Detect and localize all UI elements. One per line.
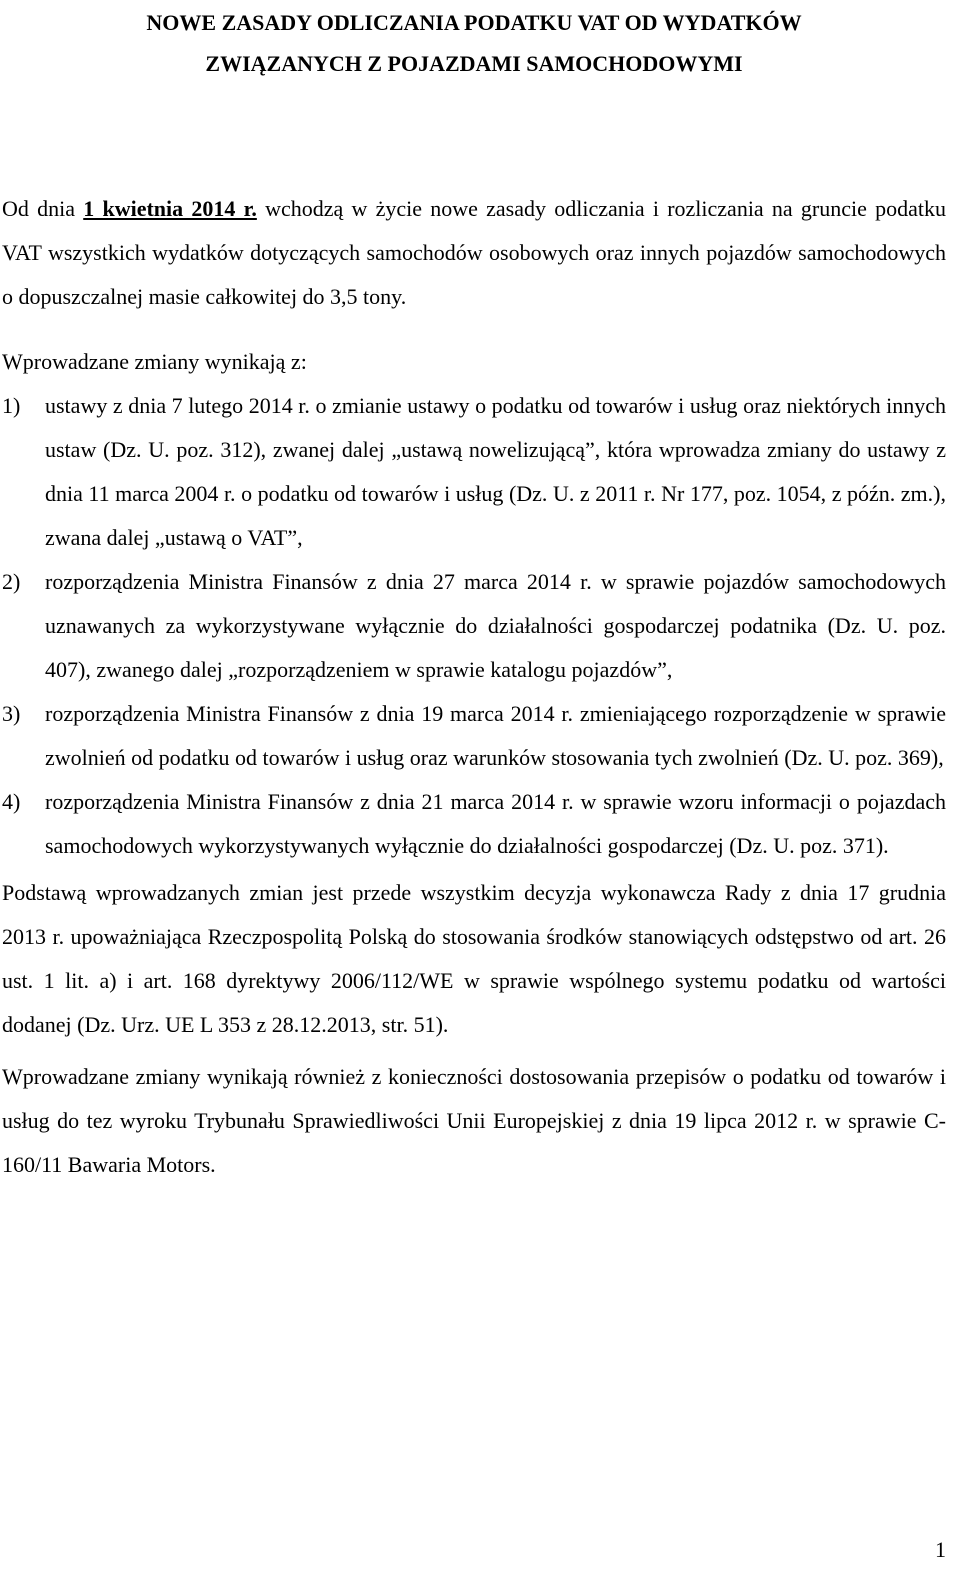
also-paragraph: Wprowadzane zmiany wynikają również z konieczności dostosowania przepisów o podatku od towarów i usług do tez wyroku Trybunału Sprawiedliwości Unii Europejskiej z dnia 19 lipca 2012 r. w sprawie C-160/11 Bawaria Motors.: [2, 1064, 946, 1177]
list-item-text: rozporządzenia Ministra Finansów z dnia 21 marca 2014 r. w sprawie wzoru informacji o pojazdach samochodowych wykorzystywanych wyłącznie do działalności gospodarczej (Dz. U. poz. 371).: [45, 789, 946, 858]
list-item-text: ustawy z dnia 7 lutego 2014 r. o zmianie ustawy o podatku od towarów i usług oraz niektórych innych ustaw (Dz. U. poz. 312), zwanej dalej „ustawą nowelizującą”, która wprowadza zmiany do ustawy z dnia 11 marca 2004 r. o podatku od towarów i usług (Dz. U. z 2011 r. Nr 177, poz. 1054, z późn. zm.), zwana dalej „ustawą o VAT”,: [45, 393, 946, 550]
title-line-1: NOWE ZASADY ODLICZANIA PODATKU VAT OD WYDATKÓW: [146, 10, 802, 35]
list-item: [2, 384, 946, 560]
page-number: 1: [935, 1537, 946, 1562]
list-item: [2, 692, 946, 780]
effective-date: 1 kwietnia 2014 r.: [83, 196, 257, 221]
list-item-text: rozporządzenia Ministra Finansów z dnia 19 marca 2014 r. zmieniającego rozporządzenie w sprawie zwolnień od podatku od towarów i usług oraz warunków stosowania tych zwolnień (Dz. U. poz. 369),: [45, 701, 946, 770]
intro-prefix: Od dnia: [2, 196, 84, 221]
basis-paragraph: Podstawą wprowadzanych zmian jest przede wszystkim decyzja wykonawcza Rady z dnia 17 grudnia 2013 r. upoważniająca Rzeczpospolitą Polską do stosowania środków stanowiących odstępstwo od art. 26 ust. 1 lit. a) i art. 168 dyrektywy 2006/112/WE w sprawie wspólnego systemu podatku od wartości dodanej (Dz. Urz. UE L 353 z 28.12.2013, str. 51).: [2, 880, 946, 1037]
list-item-number: 1): [2, 393, 21, 418]
sources-list: [2, 384, 946, 868]
sources-lead: Wprowadzane zmiany wynikają z:: [2, 349, 307, 374]
list-item-text: rozporządzenia Ministra Finansów z dnia 27 marca 2014 r. w sprawie pojazdów samochodowych uznawanych za wykorzystywane wyłącznie do działalności gospodarczej podatnika (Dz. U. poz. 407), zwanego dalej „rozporządzeniem w sprawie katalogu pojazdów”,: [45, 569, 946, 682]
list-item: [2, 560, 946, 692]
list-item-number: 4): [2, 789, 21, 814]
title-line-2: ZWIĄZANYCH Z POJAZDAMI SAMOCHODOWYMI: [205, 51, 743, 76]
document-title: [2, 0, 946, 84]
list-item: [2, 780, 946, 868]
intro-paragraph: [2, 187, 946, 319]
intro-rest: wchodzą w życie nowe zasady odliczania i rozliczania na gruncie podatku VAT wszystkich wydatków dotyczących samochodów osobowych oraz innych pojazdów samochodowych o dopuszczalnej masie całkowitej do 3,5 tony.: [2, 196, 947, 309]
list-item-number: 3): [2, 701, 21, 726]
list-item-number: 2): [2, 569, 21, 594]
